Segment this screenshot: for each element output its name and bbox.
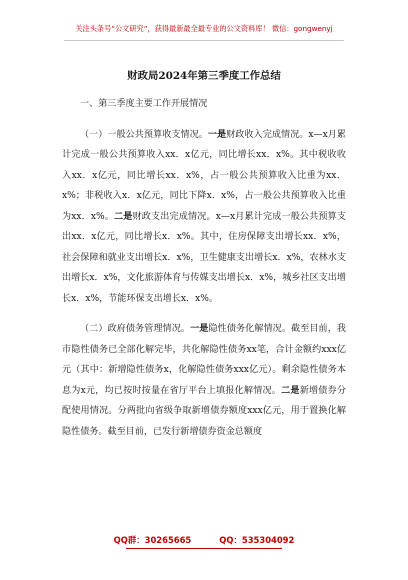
- document-title: 财政局2024年第三季度工作总结: [127, 70, 281, 82]
- paragraph-text: （二）政府债务管理情况。: [80, 324, 191, 334]
- footer-qq: QQ：535304092: [219, 535, 295, 545]
- section-heading: 一、第三季度主要工作开展情况: [80, 99, 208, 109]
- paragraph-lead: 一是: [207, 128, 227, 140]
- paragraph-text: 财政支出完成情况。x—x月累计完成一般公共预算支出xx．x亿元，同比增长x．x%。其中，住房保障支出增长xx．x%，社会保障和就业支出增长x．x%，卫生健康支出增长x．x%，农林水支出增长x．x%，文化旅游体育与传媒支出增长x．x%，城乡社区支出增长x．x%，节能环保支出增长x．x%。: [62, 211, 346, 304]
- paragraph-lead: 二是: [281, 384, 300, 396]
- paragraph-text: 隐性债务化解情况。截至目前，我市隐性债务已全部化解完毕，共化解隐性债务xx笔，合计金额约xxx亿元（其中：新增隐性债务x，化解隐性债务xxx亿元）。剩余隐性债务本息为x元，均已按时按量在省厅平台上填报化解情况。: [62, 324, 346, 396]
- footer-divider: [126, 548, 282, 549]
- footer-qq-group: QQ群：30265665: [113, 535, 192, 545]
- paragraph-budget: [62, 125, 346, 310]
- paragraph-text: （一）一般公共预算收支情况。: [80, 129, 208, 140]
- document-body: [62, 94, 346, 442]
- header-divider: [64, 40, 344, 41]
- paragraph-debt: [62, 319, 346, 442]
- paragraph-lead: 二是: [114, 210, 133, 222]
- paragraph-lead: 一是: [190, 323, 209, 334]
- header-promo-note: 关注头条号“公文研究”，获得最新最全最专业的公文资料库！ 微信：gongwenyj: [75, 24, 333, 33]
- paragraph-text: 新增债券分配使用情况。分两批向省级争取新增债券额度xxx亿元，用于置换化解隐性债务。截至目前，已发行新增债券资金总额度: [62, 385, 346, 437]
- footer-contact: [0, 534, 408, 546]
- paragraph-text: 财政收入完成情况。x—x月累计完成一般公共预算收入xx．x亿元，同比增长xx．x%。其中税收收入xx．x亿元，同比增长xx．x%，占一般公共预算收入比重为xx．x%；非税收入x．x亿元，同比下降x．x%，占一般公共预算收入比重为xx．x%。: [62, 129, 346, 222]
